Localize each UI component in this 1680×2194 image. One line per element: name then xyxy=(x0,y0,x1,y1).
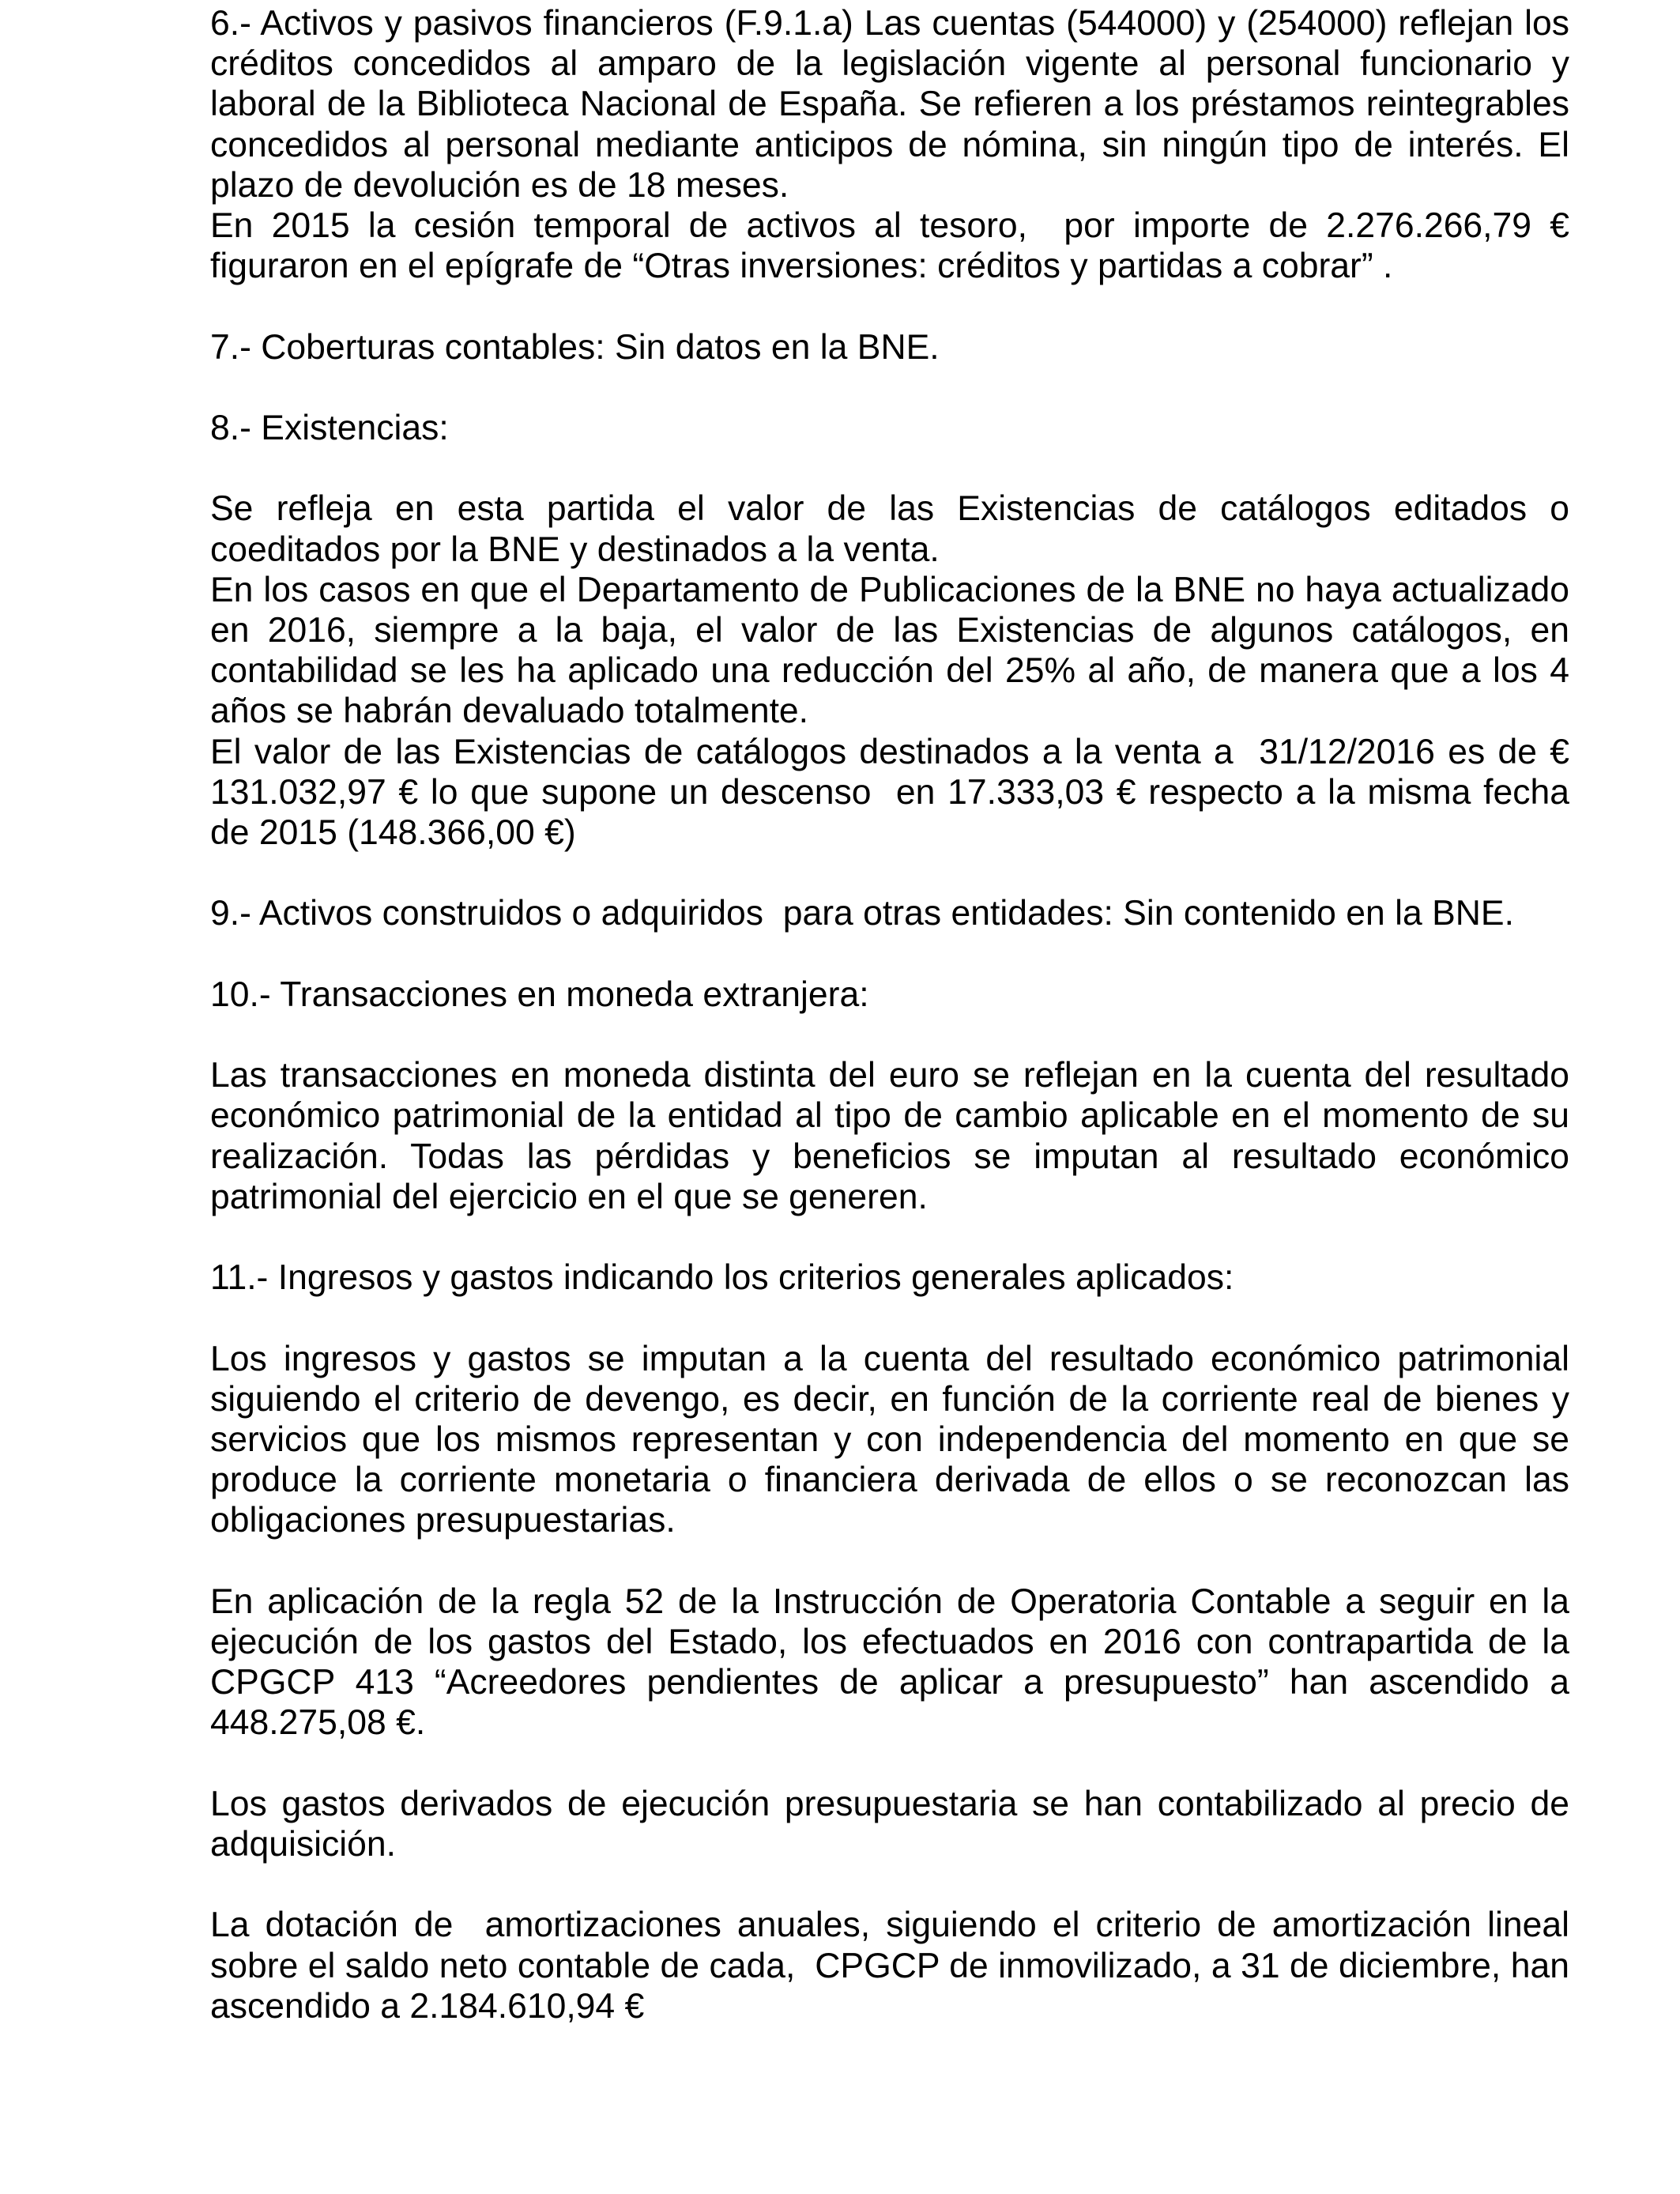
section-6-paragraph-2: En 2015 la cesión temporal de activos al tesoro, por importe de 2.276.266,79 € figuraron en el epígrafe de “Otras inversiones: créditos y partidas a cobrar” . xyxy=(210,206,1580,286)
paragraph-gap xyxy=(210,1744,1569,1784)
section-8-paragraph-2: En los casos en que el Departamento de Publicaciones de la BNE no haya actualizado en 2016, siempre a la baja, el valor de las Existencias de algunos catálogos, en contabilidad se les ha aplicado una reducción del 25% al año, de manera que a los 4 años se habrán devaluado totalmente. xyxy=(210,570,1580,731)
section-11-paragraph-2: En aplicación de la regla 52 de la Instrucción de Operatoria Contable a seguir en la ejecución de los gastos del Estado, los efectuados en 2016 con contrapartida de la CPGCP 413 “Acreedores pendientes de aplicar a presupuesto” han ascendido a 448.275,08 €. xyxy=(210,1581,1580,1743)
paragraph-gap xyxy=(210,1015,1569,1055)
section-6-paragraph-1: 6.- Activos y pasivos financieros (F.9.1.a) Las cuentas (544000) y (254000) reflejan los créditos concedidos al amparo de la legislación vigente al personal funcionario y laboral de la Biblioteca Nacional de España. Se refieren a los préstamos reintegrables concedidos al personal mediante anticipos de nómina, sin ningún tipo de interés. El plazo de devolución es de 18 meses. xyxy=(210,4,1580,205)
paragraph-gap xyxy=(210,368,1569,408)
paragraph-gap xyxy=(210,1864,1569,1905)
paragraph-gap xyxy=(210,448,1569,488)
section-11-paragraph-4: La dotación de amortizaciones anuales, siguiendo el criterio de amortización lineal sobre el saldo neto contable de cada, CPGCP de inmovilizado, a 31 de diciembre, han ascendido a 2.184.610,94 € xyxy=(210,1906,1580,2026)
paragraph-gap xyxy=(210,1217,1569,1257)
section-11-paragraph-3: Los gastos derivados de ejecución presupuestaria se han contabilizado al precio de adquisición. xyxy=(210,1784,1580,1864)
section-8-heading: 8.- Existencias: xyxy=(210,409,449,447)
section-10-paragraph-1: Las transacciones en moneda distinta del euro se reflejan en la cuenta del resultado económico patrimonial de la entidad al tipo de cambio aplicable en el momento de su realización. Todas las pérdidas y beneficios se imputan al resultado económico patrimonial del ejercicio en el que se generen. xyxy=(210,1056,1580,1216)
paragraph-gap xyxy=(210,286,1569,326)
document-body xyxy=(210,3,1580,2026)
paragraph-gap xyxy=(210,1541,1569,1581)
section-11-paragraph-1: Los ingresos y gastos se imputan a la cuenta del resultado económico patrimonial siguiendo el criterio de devengo, es decir, en función de la corriente real de bienes y servicios que los mismos representan y con independencia del momento en que se produce la corriente monetaria o financiera derivada de ellos o se reconozcan las obligaciones presupuestarias. xyxy=(210,1339,1580,1540)
section-9-heading: 9.- Activos construidos o adquiridos para otras entidades: Sin contenido en la BNE. xyxy=(210,894,1514,933)
section-8-paragraph-3: El valor de las Existencias de catálogos destinados a la venta a 31/12/2016 es de € 131.032,97 € lo que supone un descenso en 17.333,03 € respecto a la misma fecha de 2015 (148.366,00 €) xyxy=(210,732,1580,853)
paragraph-gap xyxy=(210,934,1569,974)
section-10-heading: 10.- Transacciones en moneda extranjera: xyxy=(210,974,869,1014)
section-7-heading: 7.- Coberturas contables: Sin datos en la BNE. xyxy=(210,327,940,367)
section-11-heading: 11.- Ingresos y gastos indicando los criterios generales aplicados: xyxy=(210,1258,1234,1298)
paragraph-gap xyxy=(210,1298,1569,1338)
section-8-paragraph-1: Se refleja en esta partida el valor de las Existencias de catálogos editados o coeditados por la BNE y destinados a la venta. xyxy=(210,489,1580,569)
paragraph-gap xyxy=(210,853,1569,893)
